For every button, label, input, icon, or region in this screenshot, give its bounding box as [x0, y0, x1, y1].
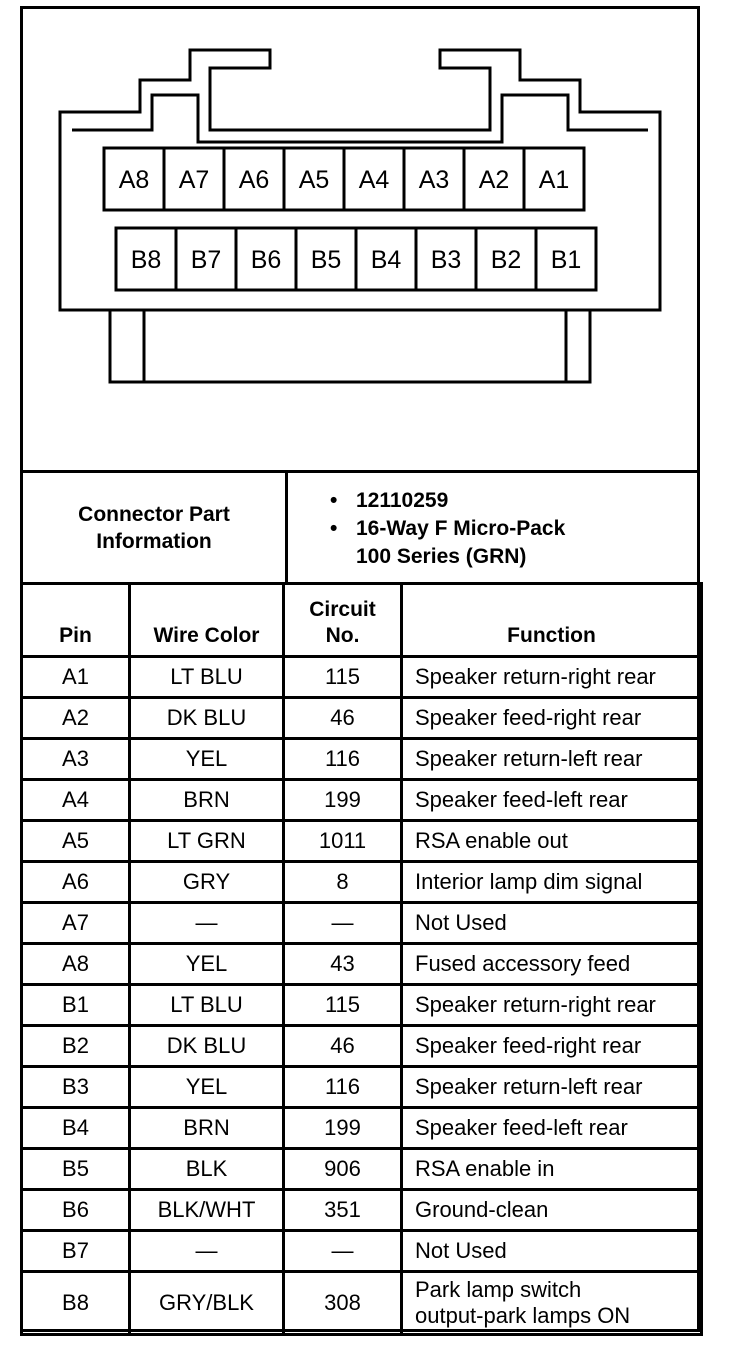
table-row — [22, 1231, 702, 1272]
function-cell: Speaker feed-right rear — [402, 1026, 702, 1067]
wire-color-cell: LT BLU — [130, 985, 284, 1026]
pin-table-header — [22, 584, 702, 657]
table-row — [22, 944, 702, 985]
pin-cell: A4 — [22, 780, 130, 821]
circuit-cell: 116 — [284, 1067, 402, 1108]
pin-label-a7: A7 — [178, 166, 210, 194]
wire-color-cell: BLK/WHT — [130, 1190, 284, 1231]
function-cell: Not Used — [402, 903, 702, 944]
circuit-cell: 46 — [284, 698, 402, 739]
table-row — [22, 780, 702, 821]
table-row — [22, 739, 702, 780]
function-cell: Speaker feed-right rear — [402, 698, 702, 739]
header-function: Function — [402, 584, 702, 657]
function-cell: Interior lamp dim signal — [402, 862, 702, 903]
function-line2: output-park lamps ON — [415, 1303, 631, 1328]
circuit-cell: 906 — [284, 1149, 402, 1190]
pin-cell: A7 — [22, 903, 130, 944]
pin-label-b2: B2 — [490, 246, 522, 274]
pin-cell: B2 — [22, 1026, 130, 1067]
function-cell: Not Used — [402, 1231, 702, 1272]
function-cell: RSA enable out — [402, 821, 702, 862]
pin-row-b — [116, 228, 596, 290]
connector-info-table — [20, 470, 700, 585]
pin-cell: B7 — [22, 1231, 130, 1272]
pin-cell: B6 — [22, 1190, 130, 1231]
circuit-cell: 43 — [284, 944, 402, 985]
pin-cell: A8 — [22, 944, 130, 985]
table-row — [22, 1067, 702, 1108]
connector-bottom-shroud — [110, 310, 590, 382]
table-row — [22, 862, 702, 903]
function-cell: Speaker return-right rear — [402, 985, 702, 1026]
header-pin: Pin — [22, 584, 130, 657]
pin-cell: B1 — [22, 985, 130, 1026]
circuit-cell: — — [284, 903, 402, 944]
pin-label-a4: A4 — [358, 166, 390, 194]
table-row — [22, 1108, 702, 1149]
pin-label-b6: B6 — [250, 246, 282, 274]
table-row — [22, 1272, 702, 1335]
connector-description — [356, 515, 697, 571]
pin-cell: B8 — [22, 1272, 130, 1335]
function-cell: Speaker return-right rear — [402, 657, 702, 698]
circuit-cell: 1011 — [284, 821, 402, 862]
circuit-cell: 308 — [284, 1272, 402, 1335]
info-label-line1: Connector Part — [78, 502, 230, 526]
wire-color-cell: BLK — [130, 1149, 284, 1190]
circuit-cell: 199 — [284, 780, 402, 821]
wire-color-cell: YEL — [130, 1067, 284, 1108]
header-circuit — [284, 584, 402, 657]
info-label-line2: Information — [96, 529, 212, 553]
pin-label-b5: B5 — [310, 246, 342, 274]
table-row — [22, 1190, 702, 1231]
pin-row-a — [104, 148, 584, 210]
pin-cell: A1 — [22, 657, 130, 698]
function-cell: Speaker feed-left rear — [402, 1108, 702, 1149]
connector-inner-outline — [72, 95, 648, 142]
function-cell — [402, 1272, 702, 1335]
wire-color-cell: DK BLU — [130, 698, 284, 739]
wire-color-cell: LT BLU — [130, 657, 284, 698]
function-cell: Fused accessory feed — [402, 944, 702, 985]
function-cell: Speaker return-left rear — [402, 739, 702, 780]
pin-label-b8: B8 — [130, 246, 162, 274]
wire-color-cell: YEL — [130, 944, 284, 985]
wire-color-cell: LT GRN — [130, 821, 284, 862]
table-row — [22, 1149, 702, 1190]
function-cell: Ground-clean — [402, 1190, 702, 1231]
pin-label-b7: B7 — [190, 246, 222, 274]
pin-cell: B3 — [22, 1067, 130, 1108]
circuit-cell: 116 — [284, 739, 402, 780]
table-row — [22, 821, 702, 862]
circuit-cell: 351 — [284, 1190, 402, 1231]
pin-cell: B4 — [22, 1108, 130, 1149]
pin-cell: A3 — [22, 739, 130, 780]
pin-cell: A6 — [22, 862, 130, 903]
circuit-cell: 199 — [284, 1108, 402, 1149]
wire-color-cell: BRN — [130, 780, 284, 821]
wire-color-cell: GRY/BLK — [130, 1272, 284, 1335]
wire-color-cell: YEL — [130, 739, 284, 780]
connector-info-details — [287, 472, 699, 584]
pin-cell: A2 — [22, 698, 130, 739]
table-row — [22, 985, 702, 1026]
pin-label-a5: A5 — [298, 166, 330, 194]
pin-table — [20, 582, 703, 1336]
table-row — [22, 698, 702, 739]
function-cell: RSA enable in — [402, 1149, 702, 1190]
wire-color-cell: GRY — [130, 862, 284, 903]
table-row — [22, 657, 702, 698]
connector-info-label — [22, 472, 287, 584]
circuit-cell: 115 — [284, 657, 402, 698]
table-row — [22, 903, 702, 944]
header-circuit-line2: No. — [325, 624, 360, 647]
pin-label-a8: A8 — [118, 166, 150, 194]
pin-label-b3: B3 — [430, 246, 462, 274]
circuit-cell: 8 — [284, 862, 402, 903]
pin-label-b1: B1 — [550, 246, 582, 274]
function-line1: Park lamp switch — [415, 1277, 582, 1302]
wire-color-cell: — — [130, 903, 284, 944]
wire-color-cell: BRN — [130, 1108, 284, 1149]
function-cell: Speaker feed-left rear — [402, 780, 702, 821]
header-wire-color: Wire Color — [130, 584, 284, 657]
pin-label-a3: A3 — [418, 166, 450, 194]
circuit-cell: 46 — [284, 1026, 402, 1067]
pin-cell: B5 — [22, 1149, 130, 1190]
pin-label-a1: A1 — [538, 166, 570, 194]
table-row — [22, 1026, 702, 1067]
wire-color-cell: — — [130, 1231, 284, 1272]
description-line1: • 16-Way F Micro-Pack — [356, 516, 566, 540]
header-circuit-line1: Circuit — [309, 598, 376, 621]
pin-label-a6: A6 — [238, 166, 270, 194]
function-cell: Speaker return-left rear — [402, 1067, 702, 1108]
pin-label-a2: A2 — [478, 166, 510, 194]
pin-label-b4: B4 — [370, 246, 402, 274]
circuit-cell: 115 — [284, 985, 402, 1026]
pin-cell: A5 — [22, 821, 130, 862]
circuit-cell: — — [284, 1231, 402, 1272]
description-line2: 100 Series (GRN) — [356, 544, 527, 568]
part-number: • 12110259 — [356, 487, 697, 515]
connector-diagram — [0, 0, 736, 470]
wire-color-cell: DK BLU — [130, 1026, 284, 1067]
